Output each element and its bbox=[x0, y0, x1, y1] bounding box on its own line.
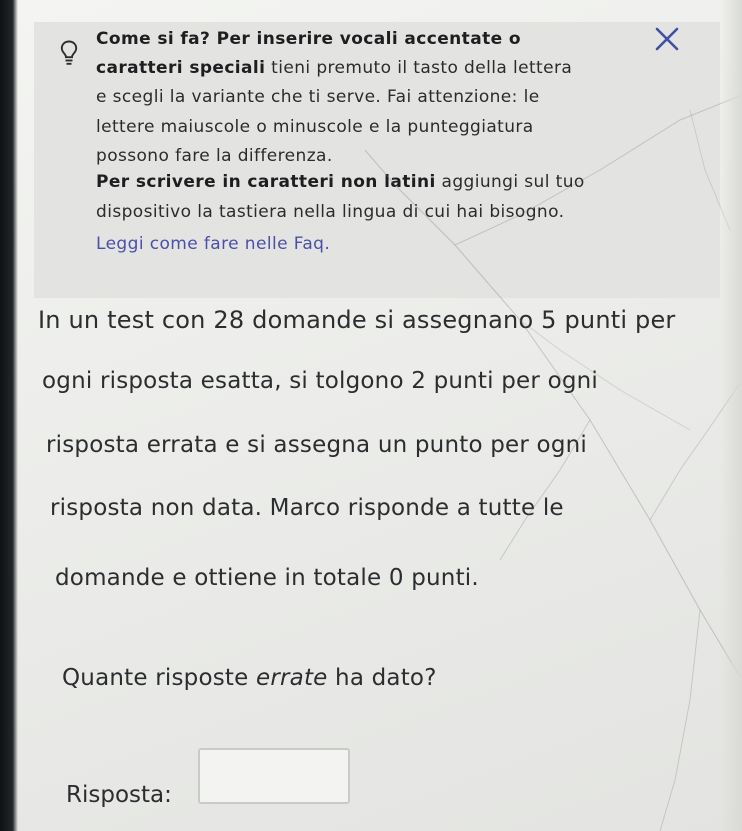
faq-link[interactable]: Leggi come fare nelle Faq. bbox=[96, 234, 331, 254]
hint-line-1: Come si fa? Per inserire vocali accentate o bbox=[96, 29, 521, 49]
hint-line-7: dispositivo la tastiera nella lingua di cui hai bisogno. bbox=[96, 202, 565, 222]
question-line-2: ogni risposta esatta, si tolgono 2 punti per ogni bbox=[42, 368, 599, 394]
question-line-3: risposta errata e si assegna un punto per ogni bbox=[46, 432, 587, 458]
question-line-5: domande e ottiene in totale 0 punti. bbox=[55, 565, 479, 591]
hint-line-2: caratteri speciali tieni premuto il tasto della lettera bbox=[96, 58, 573, 78]
close-icon[interactable] bbox=[652, 24, 682, 54]
hint-line-4: lettere maiuscole o minuscole e la punteggiatura bbox=[96, 117, 534, 137]
hint-line-3: e scegli la variante che ti serve. Fai attenzione: le bbox=[96, 87, 540, 107]
lightbulb-icon bbox=[60, 40, 78, 66]
question-prompt: Quante risposte errate ha dato? bbox=[62, 665, 437, 691]
question-line-1: In un test con 28 domande si assegnano 5 punti per bbox=[38, 306, 676, 334]
hint-line-6: Per scrivere in caratteri non latini aggiungi sul tuo bbox=[96, 172, 585, 192]
question-line-4: risposta non data. Marco risponde a tutte le bbox=[50, 495, 564, 521]
device-bezel-right bbox=[720, 0, 742, 831]
hint-line-5: possono fare la differenza. bbox=[96, 146, 333, 166]
answer-label: Risposta: bbox=[66, 782, 172, 808]
device-bezel-left bbox=[0, 0, 18, 831]
answer-input[interactable] bbox=[198, 748, 350, 804]
prompt-italic: errate bbox=[256, 665, 328, 691]
